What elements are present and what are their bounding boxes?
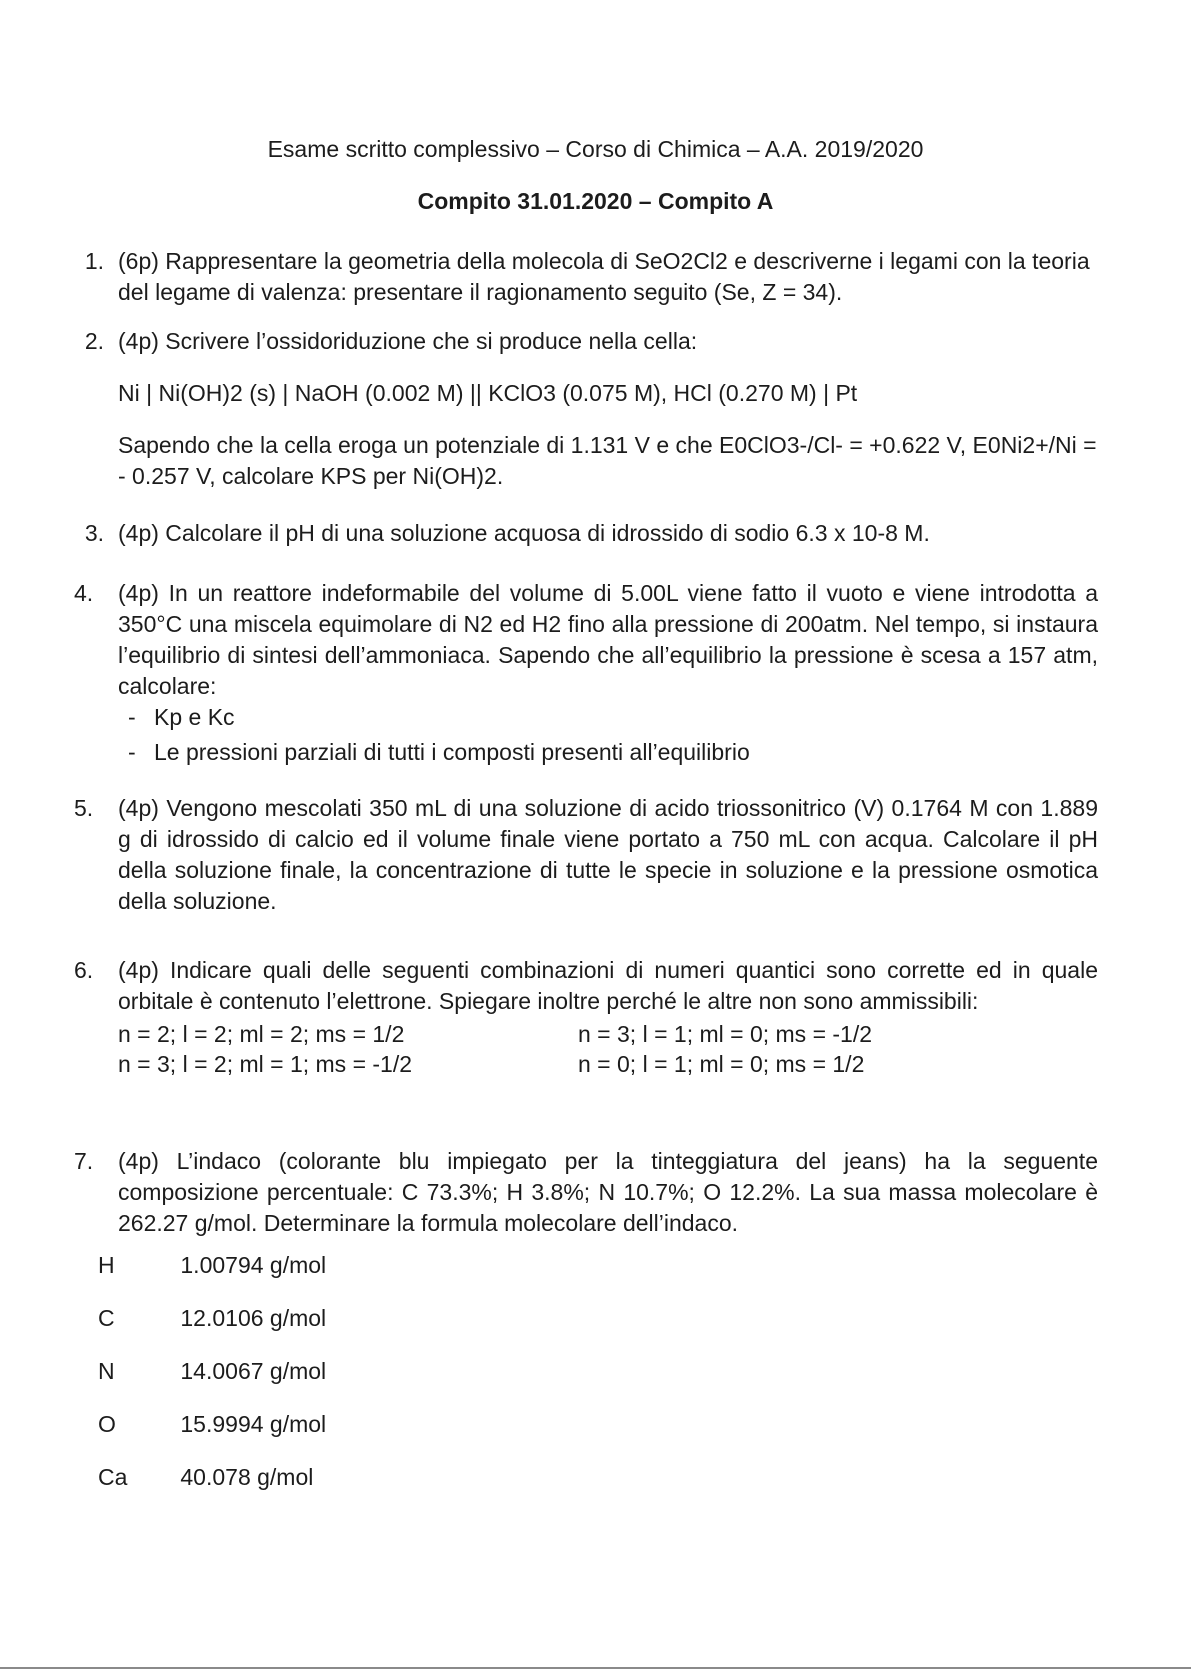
question-2 [84, 326, 1098, 492]
atomic-mass-row [98, 1358, 326, 1385]
electrochemical-cell: Ni | Ni(OH)2 (s) | NaOH (0.002 M) || KClO3 (0.075 M), HCl (0.270 M) | Pt [118, 380, 858, 406]
question-number: 7. [74, 1148, 94, 1174]
element-symbol: C [98, 1305, 115, 1331]
question-text: (4p) L’indaco (colorante blu impiegato per la tinteggiatura del jeans) ha la seguente composizione percentuale: C 73.3%; H 3.8%; N 10.7%; O 12.2%. La sua massa molecolare è 262.27 g/mol. Determinare la formula molecolare dell’indaco. [118, 1148, 1098, 1236]
list-item [118, 737, 1098, 768]
element-symbol: Ca [98, 1464, 128, 1490]
atomic-mass-row [98, 1411, 326, 1438]
element-symbol: O [98, 1411, 116, 1437]
question-text: (4p) Vengono mescolati 350 mL di una soluzione di acido triossonitrico (V) 0.1764 M con 1.889 g di idrossido di calcio ed il volume finale viene portato a 750 mL con acqua. Calcolare il pH della soluzione finale, la concentrazione di tutte le specie in soluzione e la pressione osmotica della soluzione. [118, 795, 1098, 914]
element-mass: 15.9994 g/mol [180, 1411, 327, 1437]
atomic-mass-row [98, 1305, 326, 1332]
element-mass: 12.0106 g/mol [180, 1305, 327, 1331]
question-number: 1. [84, 248, 104, 274]
question-6 [74, 955, 1098, 1079]
quantum-number-combos [118, 1019, 1098, 1079]
question-number: 5. [74, 795, 94, 821]
page-bottom-border [0, 1667, 1191, 1669]
dash-bullet: - [128, 739, 136, 765]
combo-item: n = 0; l = 1; ml = 0; ms = 1/2 [578, 1051, 865, 1077]
element-mass: 1.00794 g/mol [180, 1252, 327, 1278]
atomic-mass-row [98, 1464, 313, 1491]
question-4 [74, 578, 1098, 768]
question-3 [84, 518, 1098, 549]
list-item [118, 702, 1098, 733]
exam-title: Esame scritto complessivo – Corso di Chimica – A.A. 2019/2020 [267, 136, 924, 162]
atomic-mass-row [98, 1252, 326, 1279]
combo-item: n = 3; l = 2; ml = 1; ms = -1/2 [118, 1051, 413, 1077]
dash-bullet: - [128, 704, 136, 730]
question-number: 2. [84, 328, 104, 354]
question-text: (6p) Rappresentare la geometria della molecola di SeO2Cl2 e descriverne i legami con la teoria del legame di valenza: presentare il ragionamento seguito (Se, Z = 34). [118, 248, 1090, 305]
question-text: (4p) Scrivere l’ossidoriduzione che si produce nella cella: [118, 328, 698, 354]
element-mass: 14.0067 g/mol [180, 1358, 327, 1384]
list-item-text: Kp e Kc [154, 704, 235, 730]
question-number: 4. [74, 580, 94, 606]
question-text: (4p) Indicare quali delle seguenti combinazioni di numeri quantici sono corrette ed in quale orbitale è contenuto l’elettrone. Spiegare inoltre perché le altre non sono ammissibili: [118, 957, 1098, 1014]
question-text-2: Sapendo che la cella eroga un potenziale di 1.131 V e che E0ClO3-/Cl- = +0.622 V, E0Ni2+/Ni = - 0.257 V, calcolare KPS per Ni(OH)2. [118, 432, 1097, 489]
list-item-text: Le pressioni parziali di tutti i composti presenti all’equilibrio [154, 739, 750, 765]
element-mass: 40.078 g/mol [180, 1464, 314, 1490]
question-5 [74, 793, 1098, 917]
question-text: (4p) In un reattore indeformabile del volume di 5.00L viene fatto il vuoto e viene introdotta a 350°C una miscela equimolare di N2 ed H2 fino alla pressione di 200atm. Nel tempo, si instaura l’equilibrio di sintesi dell’ammoniaca. Sapendo che all’equilibrio la pressione è scesa a 157 atm, calcolare: [118, 580, 1098, 699]
element-symbol: N [98, 1358, 115, 1384]
question-number: 6. [74, 957, 94, 983]
question-text: (4p) Calcolare il pH di una soluzione acquosa di idrossido di sodio 6.3 x 10-8 M. [118, 520, 930, 546]
combo-item: n = 3; l = 1; ml = 0; ms = -1/2 [578, 1021, 873, 1047]
question-number: 3. [84, 520, 104, 546]
exam-subtitle: Compito 31.01.2020 – Compito A [417, 188, 774, 214]
question-1 [84, 246, 1098, 308]
question-7 [74, 1146, 1098, 1239]
combo-item: n = 2; l = 2; ml = 2; ms = 1/2 [118, 1021, 405, 1047]
element-symbol: H [98, 1252, 115, 1278]
